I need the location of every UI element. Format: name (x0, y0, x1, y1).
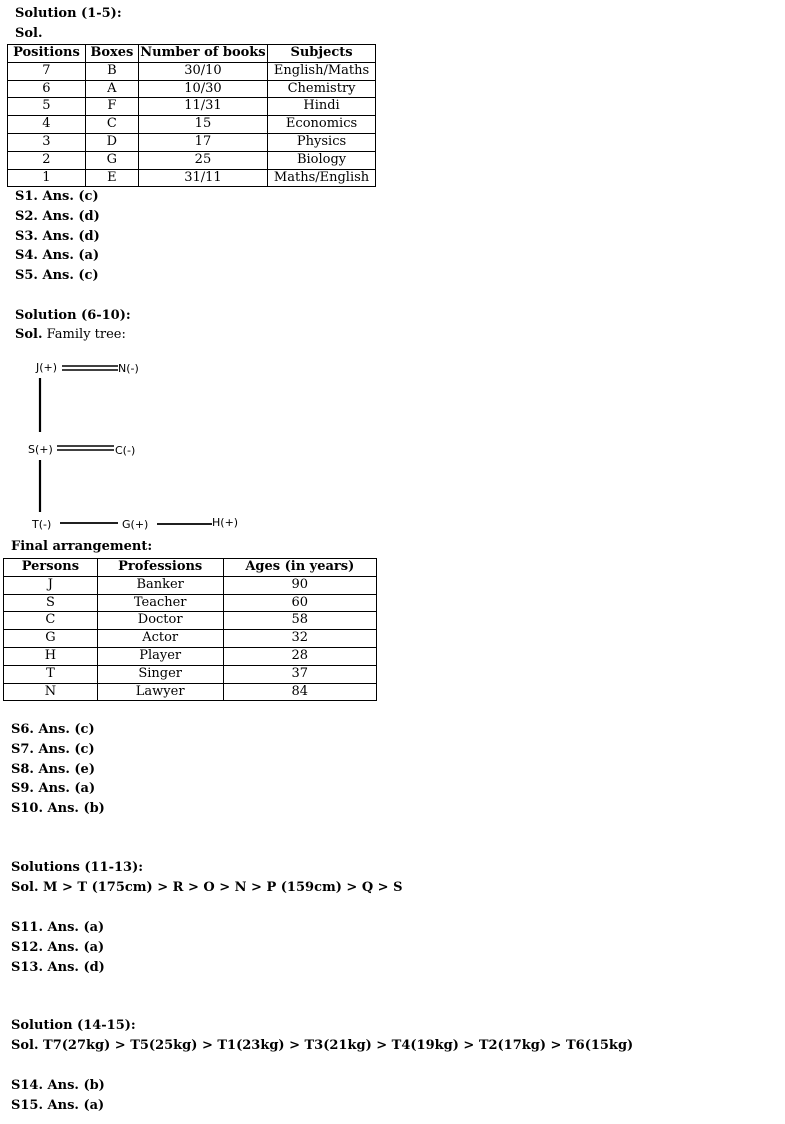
table-row (8, 116, 376, 134)
answer-line: S1. Ans. (c) (15, 189, 99, 204)
table-cell: English/Maths (268, 62, 376, 80)
table-cell: 25 (138, 151, 267, 169)
table-cell: H (4, 647, 98, 665)
table-row (8, 62, 376, 80)
table-cell: Hindi (268, 98, 376, 116)
answer-line: S3. Ans. (d) (15, 228, 100, 244)
answer-line: S14. Ans. (b) (11, 1078, 105, 1093)
answer-line: S12. Ans. (a) (11, 939, 105, 955)
answer-line: S5. Ans. (c) (15, 268, 99, 284)
table-cell: Maths/English (268, 169, 376, 187)
table-cell: 30/10 (138, 62, 267, 80)
table-cell: D (85, 133, 138, 151)
table-cell: Chemistry (268, 80, 376, 98)
table-row (4, 647, 377, 665)
tree-node-s: S(+) (28, 443, 53, 456)
section2-sol-text: Family tree: (42, 327, 126, 342)
table-row (4, 612, 377, 630)
table-cell: 6 (8, 80, 86, 98)
table-cell: 60 (223, 594, 376, 612)
table-row (8, 98, 376, 116)
table-row (4, 630, 377, 648)
answer-line: S15. Ans. (a) (11, 1097, 105, 1113)
answer-line: S2. Ans. (d) (15, 208, 100, 224)
answer-line: S8. Ans. (e) (11, 761, 95, 777)
table-row (8, 169, 376, 187)
header-number-of-books: Number of books (138, 45, 267, 63)
table-cell: 32 (223, 630, 376, 648)
table-cell: Doctor (97, 612, 223, 630)
answer-line: S6. Ans. (c) (11, 722, 95, 737)
table-cell: Economics (268, 116, 376, 134)
table-cell: Singer (97, 665, 223, 683)
books-table (7, 44, 376, 187)
table-cell: 7 (8, 62, 86, 80)
tree-node-h: H(+) (212, 516, 239, 529)
section3-sol: Sol. M > T (175cm) > R > O > N > P (159cm) > Q > S (11, 880, 403, 895)
header-persons: Persons (4, 559, 98, 577)
table-cell: B (85, 62, 138, 80)
answer-line: S13. Ans. (d) (11, 959, 105, 975)
table-cell: 15 (138, 116, 267, 134)
answer-line: S9. Ans. (a) (11, 781, 96, 797)
section1-sol-label: Sol. (15, 26, 43, 41)
table-row (4, 665, 377, 683)
table-header-row (8, 45, 376, 63)
table-cell: 10/30 (138, 80, 267, 98)
table-cell: E (85, 169, 138, 187)
table-row (4, 594, 377, 612)
table-cell: 4 (8, 116, 86, 134)
table-cell: 58 (223, 612, 376, 630)
persons-table (3, 558, 377, 701)
table-cell: J (4, 576, 98, 594)
tree-node-j: J(+) (36, 361, 58, 374)
header-professions: Professions (97, 559, 223, 577)
table-cell: 17 (138, 133, 267, 151)
table-row (4, 683, 377, 701)
answer-line: S10. Ans. (b) (11, 801, 105, 817)
table-row (8, 133, 376, 151)
table-cell: 5 (8, 98, 86, 116)
header-ages: Ages (in years) (223, 559, 376, 577)
section2-sol (15, 326, 126, 344)
section1-heading: Solution (1-5): (15, 6, 122, 21)
table-header-row (4, 559, 377, 577)
table-cell: S (4, 594, 98, 612)
table-cell: Biology (268, 151, 376, 169)
section3-heading: Solutions (11-13): (11, 860, 144, 875)
section2-heading: Solution (6-10): (15, 308, 131, 323)
table-cell: 3 (8, 133, 86, 151)
section2-sol-label: Sol. (15, 327, 43, 342)
header-boxes: Boxes (85, 45, 138, 63)
header-subjects: Subjects (268, 45, 376, 63)
table-cell: 1 (8, 169, 86, 187)
table-cell: Banker (97, 576, 223, 594)
final-arrangement-label: Final arrangement: (11, 539, 153, 554)
table-cell: Actor (97, 630, 223, 648)
table-cell: Teacher (97, 594, 223, 612)
tree-node-c: C(-) (115, 444, 136, 457)
family-tree-diagram (22, 352, 262, 537)
answer-line: S11. Ans. (a) (11, 920, 105, 935)
table-row (8, 80, 376, 98)
section4-sol: Sol. T7(27kg) > T5(25kg) > T1(23kg) > T3(21kg) > T4(19kg) > T2(17kg) > T6(15kg) (11, 1038, 634, 1053)
table-cell: C (4, 612, 98, 630)
table-cell: A (85, 80, 138, 98)
table-cell: Lawyer (97, 683, 223, 701)
table-cell: T (4, 665, 98, 683)
table-cell: Player (97, 647, 223, 665)
table-cell: C (85, 116, 138, 134)
table-cell: 31/11 (138, 169, 267, 187)
table-cell: G (4, 630, 98, 648)
tree-node-g: G(+) (122, 518, 149, 531)
table-cell: G (85, 151, 138, 169)
header-positions: Positions (8, 45, 86, 63)
table-cell: 84 (223, 683, 376, 701)
table-cell: 90 (223, 576, 376, 594)
table-cell: 2 (8, 151, 86, 169)
table-cell: N (4, 683, 98, 701)
table-row (8, 151, 376, 169)
answer-line: S4. Ans. (a) (15, 248, 100, 264)
table-cell: F (85, 98, 138, 116)
table-cell: 37 (223, 665, 376, 683)
table-row (4, 576, 377, 594)
answer-line: S7. Ans. (c) (11, 741, 95, 757)
table-cell: 11/31 (138, 98, 267, 116)
tree-node-n: N(-) (118, 362, 139, 375)
table-cell: 28 (223, 647, 376, 665)
section4-heading: Solution (14-15): (11, 1018, 136, 1033)
table-cell: Physics (268, 133, 376, 151)
tree-node-t: T(-) (32, 518, 52, 531)
